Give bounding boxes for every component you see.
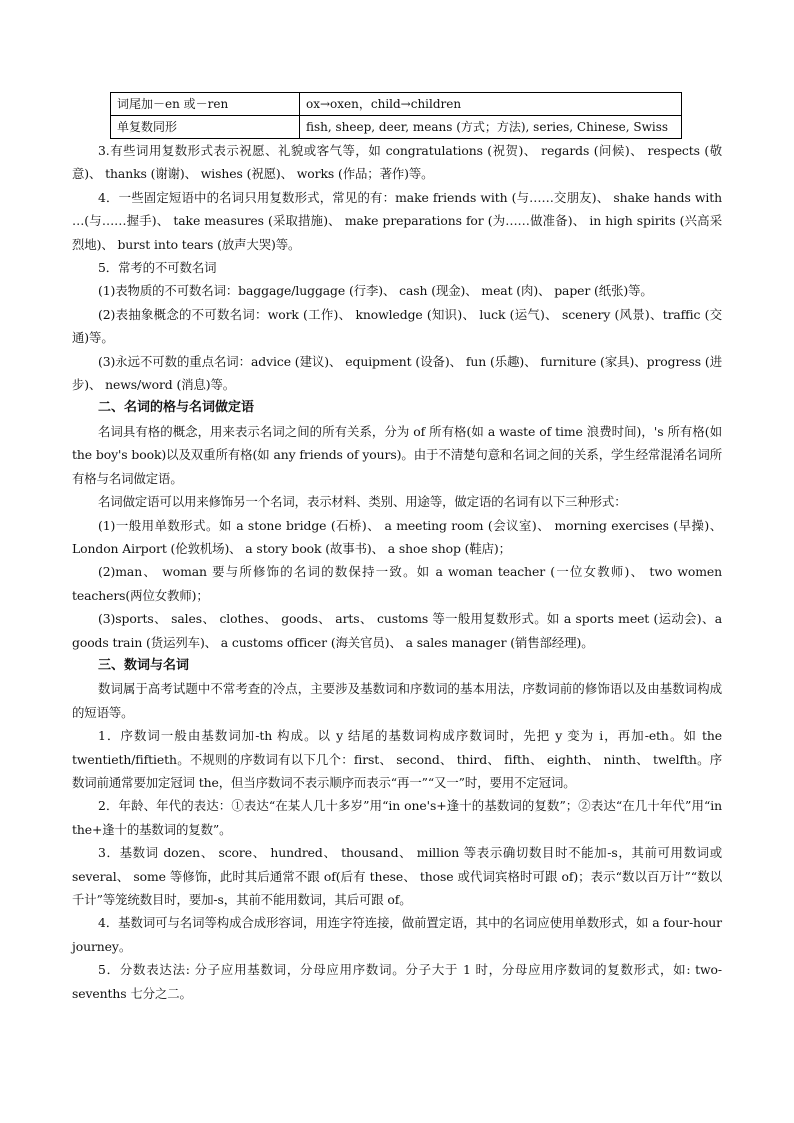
table-cell: fish, sheep, deer, means (方式；方法), series, Chinese, Swiss (300, 116, 682, 139)
paragraph: 3．基数词 dozen、 score、 hundred、 thousand、 million 等表示确切数目时不能加-s，其前可用数词或 several、 some 等修饰，此时其后通常不跟 of(后有 these、 those 或代词宾格时可跟 of)；表示“数以百万计”“数以千计”等笼统数目时，要加-s，其前不能用数词，其后可跟 of。 (72, 845, 722, 907)
paragraph: (2)man、 woman 要与所修饰的名词的数保持一致。如 a woman teacher (一位女教师)、 two women teachers(两位女教师)； (72, 564, 722, 603)
table-cell: ox→oxen，child→children (300, 93, 682, 116)
table-cell: 词尾加－en 或－ren (111, 93, 300, 116)
paragraph: (3)永远不可数的重点名词：advice (建议)、 equipment (设备)、 fun (乐趣)、 furniture (家具)、progress (进步)、 news/word (消息)等。 (72, 353, 722, 393)
paragraph: 3.有些词用复数形式表示祝愿、礼貌或客气等，如 congratulations (祝贺)、 regards (问候)、 respects (敬意)、 thanks (谢谢)、 wishes (祝愿)、 works (作品；著作)等。 (72, 143, 722, 182)
section-heading: 三、数词与名词 (98, 657, 190, 673)
paragraph: (1)一般用单数形式。如 a stone bridge (石桥)、 a meeting room (会议室)、 morning exercises (早操)、London Airport (伦敦机场)、 a story book (故事书)、 a shoe shop (鞋店)； (72, 517, 722, 556)
document-body (72, 139, 722, 1005)
table-cell: 单复数同形 (111, 116, 300, 139)
paragraph: 数词属于高考试题中不常考查的冷点，主要涉及基数词和序数词的基本用法，序数词前的修饰语以及由基数词构成的短语等。 (72, 681, 722, 720)
paragraph: 名词具有格的概念，用来表示名词之间的所有关系，分为 of 所有格(如 a waste of time 浪费时间)，'s 所有格(如 the boy's book)以及双重所有格(如 any friends of yours)。由于不清楚句意和名词之间的关系，学生经常混淆名词所有格与名词做定语。 (72, 423, 722, 486)
section-heading: 二、名词的格与名词做定语 (98, 400, 255, 416)
paragraph: 名词做定语可以用来修饰另一个名词，表示材料、类别、用途等，做定语的名词有以下三种形式： (98, 494, 627, 510)
paragraph: 1．序数词一般由基数词加-th 构成。以 y 结尾的基数词构成序数词时，先把 y 变为 i，再加-eth。如 the twentieth/fiftieth。不规则的序数词有以下几个：first、 second、 third、 fifth、 eighth、 ninth、 twelfth。序数词前通常要加定冠词 the，但当序数词不表示顺序而表示“再一”“又一”时，要用不定冠词。 (72, 728, 722, 790)
paragraph: 5．常考的不可数名词 (98, 260, 217, 276)
paragraph: (3)sports、 sales、 clothes、 goods、 arts、 customs 等一般用复数形式。如 a sports meet (运动会)、a goods train (货运列车)、 a customs officer (海关官员)、 a sales manager (销售部经理)。 (72, 611, 722, 650)
paragraph: 4．一些固定短语中的名词只用复数形式，常见的有：make friends with (与……交朋友)、 shake hands with …(与……握手)、 take measures (采取措施)、 make preparations for (为……做准备)、 in high spirits (兴高采烈地)、 burst into tears (放声大哭)等。 (72, 189, 722, 252)
paragraph: 5．分数表达法: 分子应用基数词，分母应用序数词。分子大于 1 时，分母应用序数词的复数形式，如: two-sevenths 七分之二。 (72, 962, 722, 1001)
paragraph: (1)表物质的不可数名词：baggage/luggage (行李)、 cash (现金)、 meat (肉)、 paper (纸张)等。 (98, 283, 653, 299)
paragraph: (2)表抽象概念的不可数名词：work (工作)、 knowledge (知识)、 luck (运气)、 scenery (风景)、traffic (交通)等。 (72, 306, 722, 346)
noun-plural-rule-table (110, 92, 682, 139)
table-row (111, 116, 682, 139)
paragraph: 2．年龄、年代的表达：①表达“在某人几十多岁”用“in one's+逢十的基数词的复数”；②表达“在几十年代”用“in the+逢十的基数词的复数”。 (72, 798, 722, 837)
paragraph: 4．基数词可与名词等构成合成形容词，用连字符连接，做前置定语，其中的名词应使用单数形式，如 a four-hour journey。 (72, 915, 722, 954)
document-page (72, 92, 722, 1005)
table-row (111, 93, 682, 116)
